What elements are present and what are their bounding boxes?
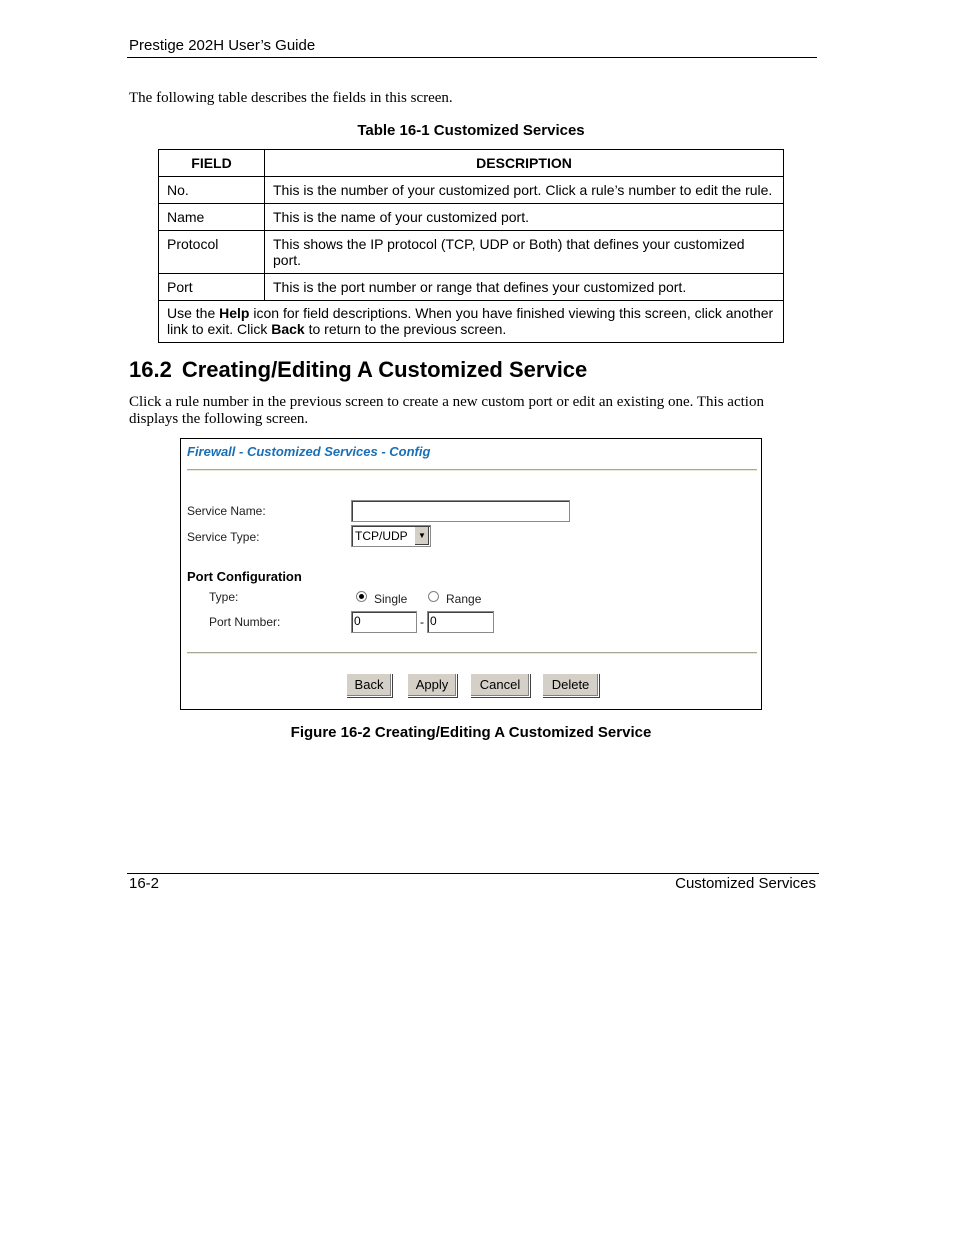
header-rule (127, 57, 817, 58)
port-configuration-heading: Port Configuration (187, 569, 302, 584)
section-heading (129, 357, 587, 383)
table-cell-description: This shows the IP protocol (TCP, UDP or Both) that defines your customized port. (265, 231, 784, 274)
note-text-2: icon for field descriptions. When you have finished viewing this screen, click another link to exit. Click (167, 305, 774, 337)
note-text-1: Use the (167, 305, 220, 321)
delete-button[interactable]: Delete (542, 673, 599, 697)
table-title: Table 16-1 Customized Services (357, 122, 585, 139)
table-cell-description: This is the port number or range that defines your customized port. (265, 274, 784, 301)
footer-rule (127, 873, 819, 874)
section-number: 16.2 (129, 357, 172, 382)
table-row (159, 231, 784, 274)
note-text-3: to return to the previous screen. (304, 321, 507, 337)
back-button[interactable]: Back (346, 673, 392, 697)
title-divider (187, 469, 757, 471)
service-name-label: Service Name: (187, 504, 266, 518)
cancel-button[interactable]: Cancel (470, 673, 530, 697)
figure-caption: Figure 16-2 Creating/Editing A Customized Service (290, 724, 652, 741)
fields-table (158, 149, 784, 343)
port-range-separator: - (420, 615, 424, 629)
service-type-select[interactable] (351, 525, 431, 547)
type-label: Type: (209, 590, 239, 604)
table-cell-field: No. (159, 177, 265, 204)
service-type-label: Service Type: (187, 530, 260, 544)
section-title: Creating/Editing A Customized Service (181, 357, 588, 382)
table-cell-field: Name (159, 204, 265, 231)
table-cell-field: Port (159, 274, 265, 301)
screen-title: Firewall - Customized Services - Config (187, 444, 431, 459)
table-cell-field: Protocol (159, 231, 265, 274)
port-start-input[interactable]: 0 (351, 611, 417, 633)
intro-text: The following table describes the fields in this screen. (129, 90, 453, 106)
bottom-divider (187, 652, 757, 654)
dropdown-arrow-icon[interactable]: ▼ (414, 527, 429, 545)
chapter-name: Customized Services (675, 875, 816, 892)
table-row (159, 204, 784, 231)
service-name-input[interactable] (351, 500, 570, 522)
type-range-radio[interactable] (428, 591, 439, 602)
table-cell-description: This is the name of your customized port. (265, 204, 784, 231)
column-header-description: DESCRIPTION (265, 150, 784, 177)
apply-button[interactable]: Apply (407, 673, 457, 697)
table-row (159, 274, 784, 301)
table-cell-description: This is the number of your customized port. Click a rule’s number to edit the rule. (265, 177, 784, 204)
table-note-row (159, 301, 784, 343)
section-paragraph: Click a rule number in the previous screen to create a new custom port or edit an existing one. This action displays the following screen. (129, 394, 764, 427)
page-number: 16-2 (129, 875, 160, 892)
port-end-input[interactable]: 0 (427, 611, 494, 633)
service-type-value: TCP/UDP (355, 529, 408, 543)
config-screen-figure (180, 438, 762, 710)
note-help-term: Help (219, 305, 250, 321)
table-note (159, 301, 784, 343)
table-row (159, 177, 784, 204)
running-header: Prestige 202H User’s Guide (129, 37, 316, 54)
note-back-term: Back (271, 321, 305, 337)
column-header-field: FIELD (159, 150, 265, 177)
type-range-label: Range (446, 592, 482, 606)
port-number-label: Port Number: (209, 615, 281, 629)
type-single-label: Single (374, 592, 408, 606)
table-header-row (159, 150, 784, 177)
type-single-radio[interactable] (356, 591, 367, 602)
